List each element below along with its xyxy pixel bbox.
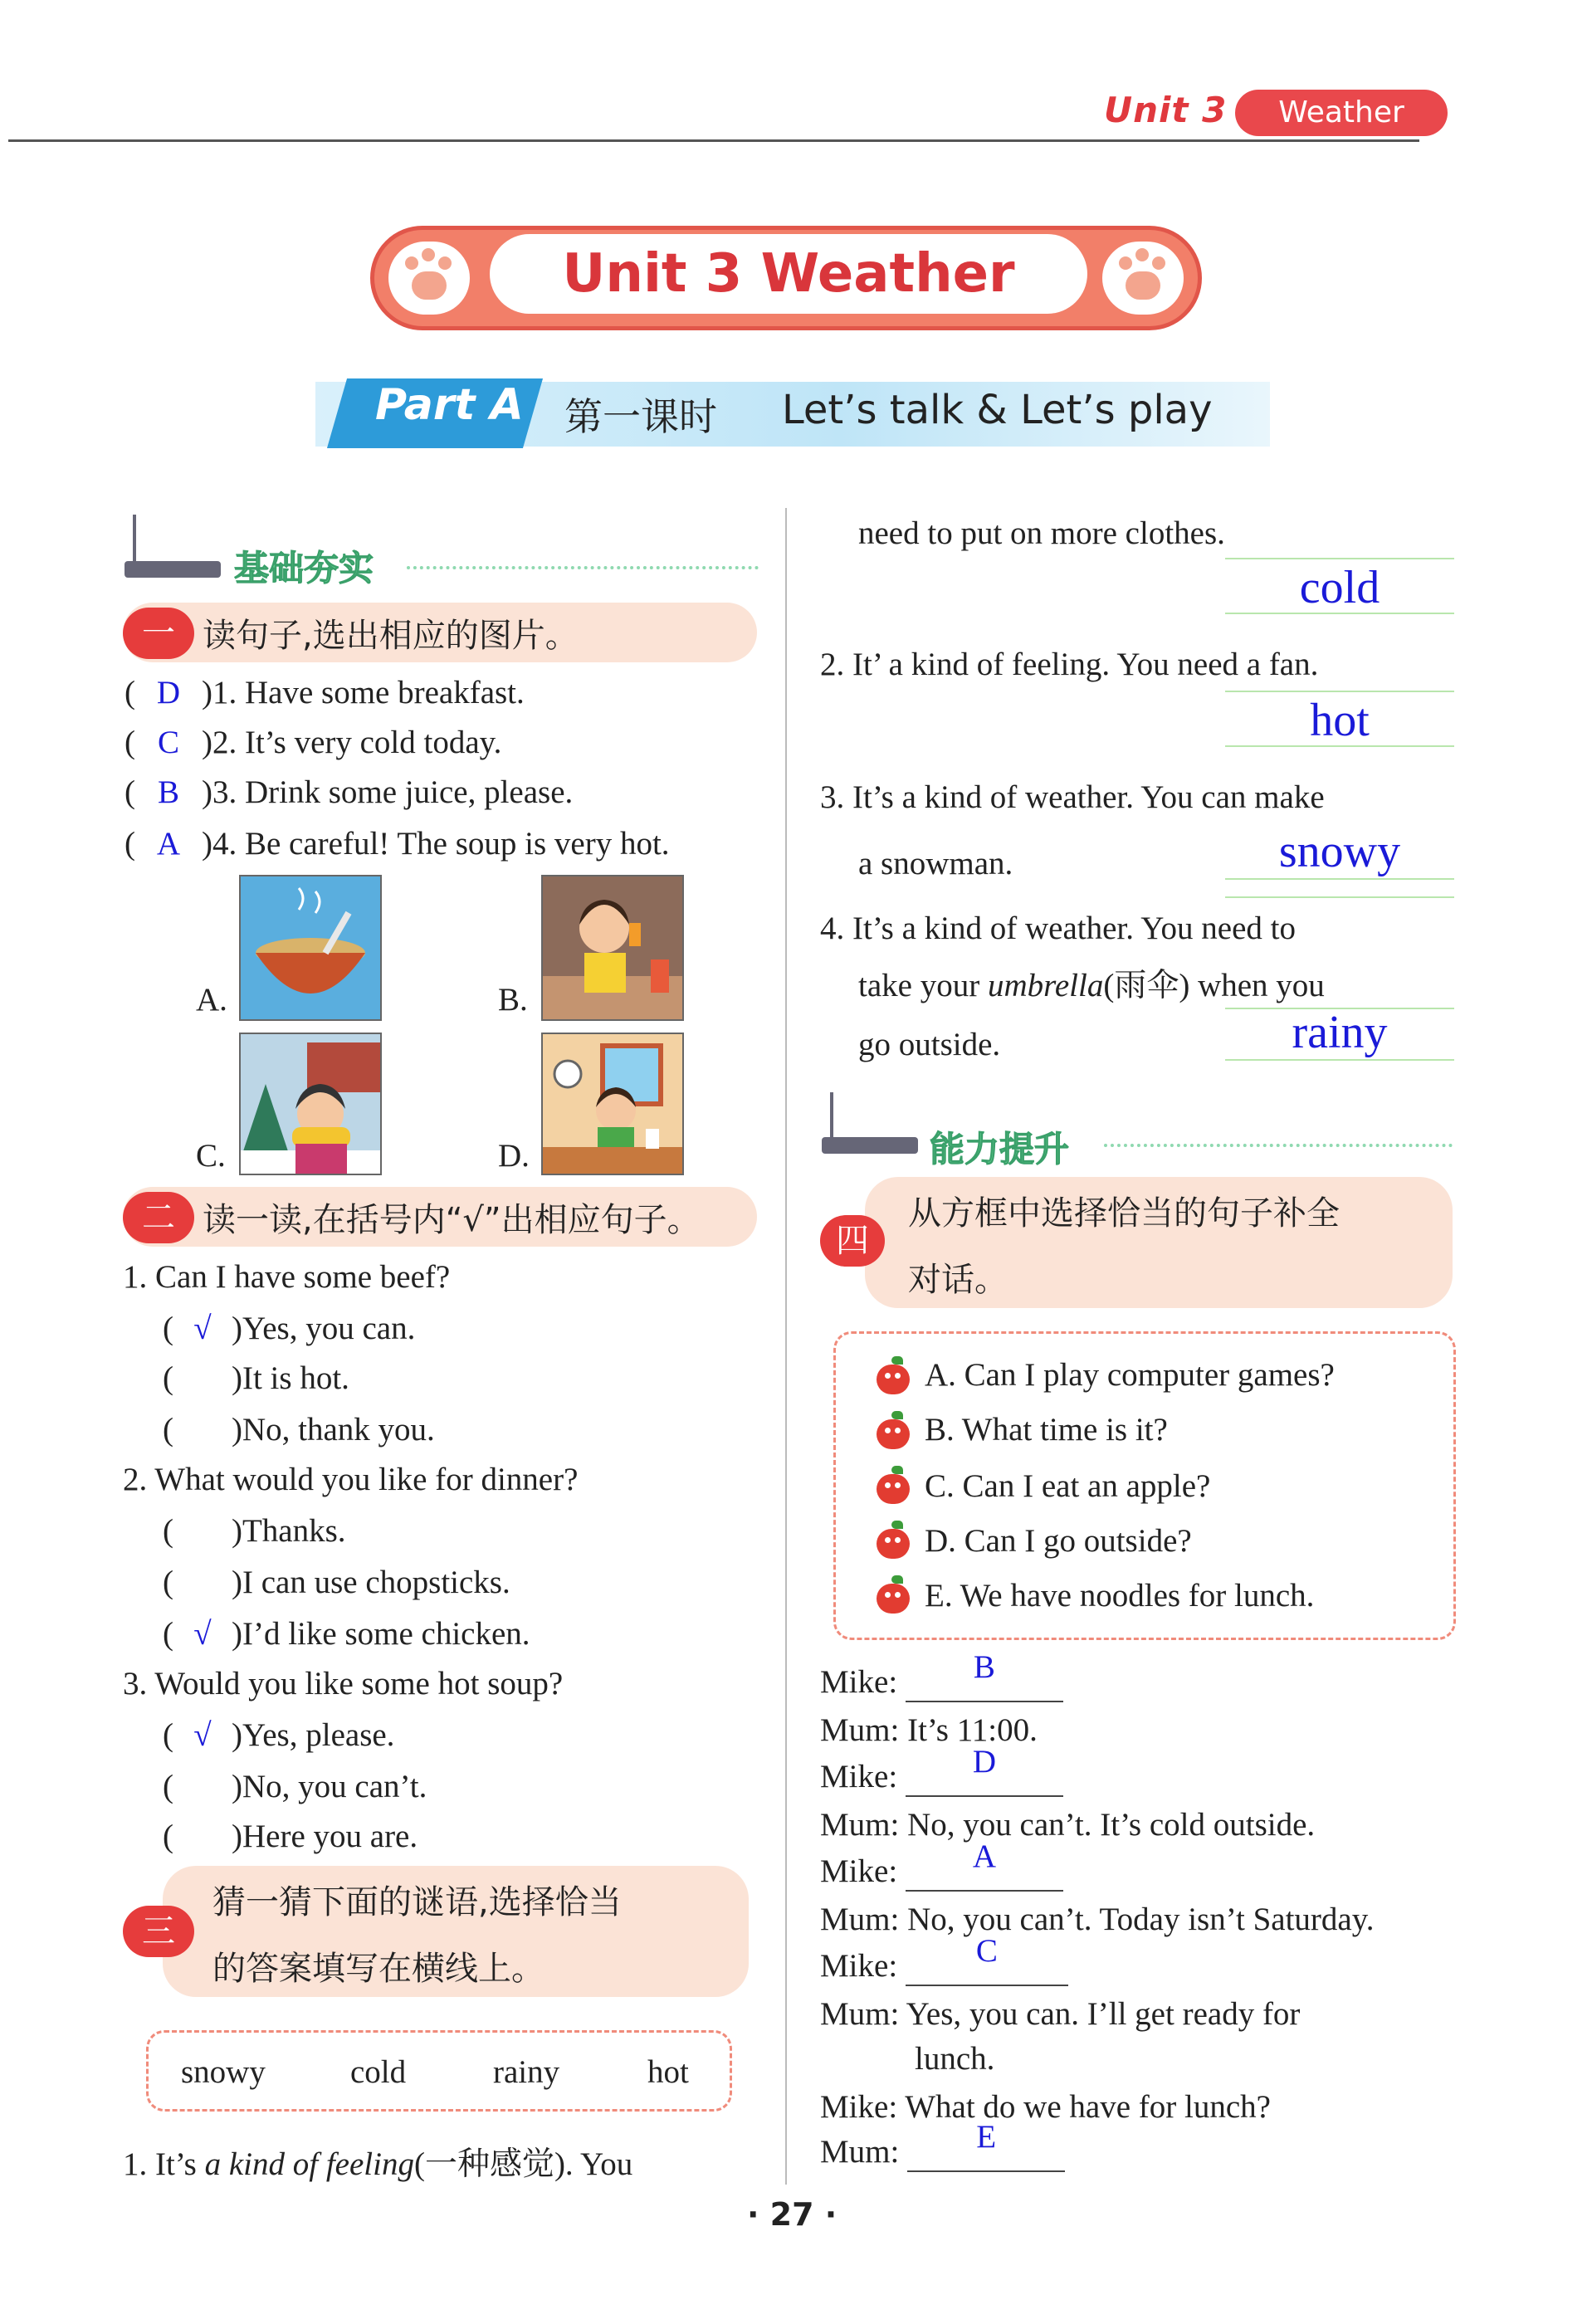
speaker-6: Mum: (820, 1902, 900, 1937)
riddle-4-cont-a: take your (858, 968, 988, 1003)
s2-q1-mark-1: √ (193, 1311, 212, 1346)
s2-q2-option-2: ( )I can use chopsticks. (163, 1565, 510, 1600)
s1-text-4: )4. Be careful! The soup is very hot. (202, 826, 670, 862)
section-3-number: 三 (123, 1906, 194, 1957)
s2-q1-option-3: ( )No, thank you. (163, 1412, 435, 1448)
dialogue-text-2: It’s 11:00. (907, 1712, 1038, 1748)
dialogue-text-6: No, you can’t. Today isn’t Saturday. (907, 1902, 1375, 1937)
apple-icon-3 (877, 1474, 910, 1504)
s2-question-3: 3. Would you like some hot soup? (123, 1666, 564, 1702)
heading-dotline-2 (1104, 1144, 1453, 1147)
apple-icon-2 (877, 1419, 910, 1449)
answer-line-1-top (1225, 558, 1454, 559)
section-2-number: 二 (123, 1192, 194, 1243)
s2-q2-text-1: )Thanks. (232, 1513, 346, 1549)
dialogue-line-2 (820, 1711, 1038, 1749)
speaker-4: Mum: (820, 1807, 900, 1843)
dialogue-text-4: No, you can’t. It’s cold outside. (907, 1807, 1316, 1843)
speaker-11: Mum: (820, 2134, 900, 2170)
word-rainy: rainy (493, 2054, 560, 2090)
lamp-icon (133, 515, 136, 563)
dialogue-line-11 (820, 2119, 1065, 2172)
pic-label-c: C. (196, 1138, 226, 1174)
s2-q3-option-3: ( )Here you are. (163, 1819, 418, 1854)
s2-q2-text-2: )I can use chopsticks. (232, 1565, 510, 1600)
s1-item-1: ( D )1. Have some breakfast. (125, 675, 525, 710)
dialogue-line-7 (820, 1933, 1068, 1986)
choice-d: D. Can I go outside? (925, 1523, 1192, 1559)
dialogue-answer-3: D (972, 1744, 996, 1780)
pic-label-b: B. (498, 982, 528, 1018)
section-1-number: 一 (123, 608, 194, 659)
s1-item-4: ( A )4. Be careful! The soup is very hot. (125, 826, 670, 862)
riddle-4-cont2: go outside. (858, 1027, 1001, 1062)
s2-q2-option-3: ( √ )I’d like some chicken. (163, 1616, 530, 1652)
s2-q3-mark-1: √ (193, 1717, 212, 1753)
picture-a-soup (239, 875, 382, 1021)
paw-left-icon (388, 242, 470, 315)
dialogue-answer-11: E (976, 2119, 997, 2155)
riddle-2: 2. It’ a kind of feeling. You need a fan. (820, 647, 1319, 682)
riddle-4-cont-b: umbrella (987, 968, 1104, 1003)
s2-q1-text-2: )It is hot. (232, 1360, 349, 1396)
apple-icon-1 (877, 1365, 910, 1394)
lamp-icon-2 (830, 1092, 833, 1139)
section-3-title-2: 的答案填写在横线上。 (212, 1950, 545, 1988)
boy-breakfast-icon (543, 1034, 682, 1174)
answer-line-2-bot (1225, 745, 1454, 747)
dialogue-line-5 (820, 1838, 1063, 1892)
choice-b: B. What time is it? (925, 1412, 1168, 1448)
s2-q1-option-2: ( )It is hot. (163, 1360, 349, 1396)
answer-line-2-top (1225, 691, 1454, 692)
riddle-3: 3. It’s a kind of weather. You can make (820, 779, 1325, 815)
girl-scarf-snow-icon (241, 1034, 380, 1174)
dialogue-text-9: lunch. (915, 2041, 995, 2077)
dialogue-answer-7: C (975, 1933, 998, 1969)
s1-answer-1: D (156, 675, 181, 710)
riddle-1-a: 1. It’s (123, 2146, 205, 2182)
s1-item-3: ( B )3. Drink some juice, please. (125, 774, 574, 810)
answer-line-4-bot (1225, 1059, 1454, 1061)
riddle-1-answer: cold (1299, 562, 1380, 613)
picture-d-breakfast (541, 1033, 684, 1175)
riddle-1-start (123, 2138, 632, 2185)
dialogue-line-9 (915, 2040, 994, 2077)
riddle-4-cont (858, 959, 1325, 1006)
speaker-7: Mike: (820, 1948, 898, 1984)
s2-question-2: 2. What would you like for dinner? (123, 1462, 579, 1497)
riddle-1-cont: need to put on more clothes. (858, 515, 1225, 551)
apple-icon-5 (877, 1584, 910, 1614)
unit-label: Unit 3 (1104, 90, 1228, 130)
s2-question-1: 1. Can I have some beef? (123, 1259, 451, 1295)
section-4-title-2: 对话。 (908, 1261, 1008, 1299)
word-snowy: snowy (181, 2054, 266, 2090)
header-rule (8, 139, 1419, 142)
choice-c: C. Can I eat an apple? (925, 1468, 1211, 1504)
s1-text-2: )2. It’s very cold today. (202, 725, 502, 760)
choice-a: A. Can I play computer games? (925, 1357, 1335, 1393)
lesson-number: 第一课时 (564, 394, 717, 439)
banner-title: Unit 3 Weather (562, 243, 1015, 305)
part-tag: Part A (375, 380, 524, 430)
dialogue-line-3 (820, 1744, 1063, 1797)
s2-q1-option-1: ( √ )Yes, you can. (163, 1311, 416, 1346)
dialogue-line-8 (820, 1995, 1300, 2033)
basic-heading: 基础夯实 (234, 548, 374, 588)
advance-heading: 能力提升 (930, 1129, 1070, 1169)
dialogue-text-8: Yes, you can. I’ll get ready for (906, 1996, 1301, 2032)
speaker-2: Mum: (820, 1712, 900, 1748)
section-2-title: 读一读,在括号内“√”出相应句子。 (203, 1201, 701, 1239)
speaker-1: Mike: (820, 1664, 898, 1700)
topic-pill: Weather (1235, 90, 1448, 136)
s1-answer-2: C (157, 725, 179, 760)
s2-q3-text-3: )Here you are. (232, 1819, 418, 1854)
page-number: · 27 · (747, 2196, 838, 2233)
word-cold: cold (350, 2054, 407, 2090)
s1-text-1: )1. Have some breakfast. (202, 675, 525, 710)
riddle-2-answer: hot (1310, 695, 1370, 746)
riddle-3-cont: a snowman. (858, 846, 1013, 881)
pic-label-a: A. (196, 982, 227, 1018)
girl-drinking-icon (543, 876, 682, 1019)
speaker-10: Mike: (820, 2089, 898, 2125)
desk-icon-2 (822, 1137, 918, 1154)
dialogue-line-10 (820, 2088, 1271, 2126)
riddle-4: 4. It’s a kind of weather. You need to (820, 911, 1297, 946)
section-3-title-1: 猜一猜下面的谜语,选择恰当 (212, 1883, 622, 1921)
pic-label-d: D. (498, 1138, 530, 1174)
riddle-1-c: (一种感觉). You (413, 2146, 633, 2182)
choice-e: E. We have noodles for lunch. (925, 1578, 1315, 1614)
s2-q3-text-2: )No, you can’t. (232, 1769, 427, 1804)
s2-q3-option-2: ( )No, you can’t. (163, 1769, 427, 1804)
s1-text-3: )3. Drink some juice, please. (202, 774, 574, 810)
s2-q1-text-1: )Yes, you can. (232, 1311, 416, 1346)
apple-icon-4 (877, 1529, 910, 1559)
s1-answer-3: B (157, 774, 179, 810)
s2-q3-text-1: )Yes, please. (232, 1717, 395, 1753)
riddle-4-answer: rainy (1292, 1007, 1388, 1058)
riddle-3-answer: snowy (1278, 826, 1401, 877)
desk-icon (125, 561, 221, 578)
answer-line-3-bot (1225, 878, 1454, 880)
speaker-8: Mum: (820, 1996, 900, 2032)
speaker-5: Mike: (820, 1853, 898, 1889)
s2-q1-text-3: )No, thank you. (232, 1412, 435, 1448)
answer-line-3b (1225, 896, 1454, 898)
s2-q2-text-3: )I’d like some chicken. (232, 1616, 530, 1652)
paw-right-icon (1102, 242, 1184, 315)
section-1-title: 读句子,选出相应的图片。 (203, 617, 579, 655)
s2-q3-option-1: ( √ )Yes, please. (163, 1717, 395, 1753)
dialogue-text-10: What do we have for lunch? (905, 2089, 1271, 2125)
dialogue-line-4 (820, 1806, 1315, 1843)
speaker-3: Mike: (820, 1759, 898, 1794)
s1-answer-4: A (156, 826, 181, 862)
s1-item-2: ( C )2. It’s very cold today. (125, 725, 502, 760)
riddle-1-b: a kind of feeling (204, 2146, 414, 2182)
word-hot: hot (647, 2054, 689, 2090)
s2-q2-mark-3: √ (193, 1616, 212, 1652)
dialogue-answer-5: A (972, 1838, 996, 1874)
picture-b-juice (541, 875, 684, 1021)
picture-c-cold (239, 1033, 382, 1175)
dialogue-answer-1: B (973, 1649, 995, 1685)
heading-dotline (407, 566, 759, 569)
dialogue-line-6 (820, 1901, 1374, 1938)
dialogue-line-1 (820, 1649, 1063, 1702)
column-divider (785, 508, 787, 2185)
s2-q2-option-1: ( )Thanks. (163, 1513, 346, 1549)
section-4-title-1: 从方框中选择恰当的句子补全 (908, 1194, 1340, 1233)
lesson-title: Let’s talk & Let’s play (782, 387, 1213, 433)
soup-bowl-icon (241, 876, 380, 1019)
answer-line-1-bot (1225, 613, 1454, 614)
riddle-4-cont-c: (雨伞) when you (1103, 968, 1325, 1003)
section-4-number: 四 (820, 1215, 885, 1267)
